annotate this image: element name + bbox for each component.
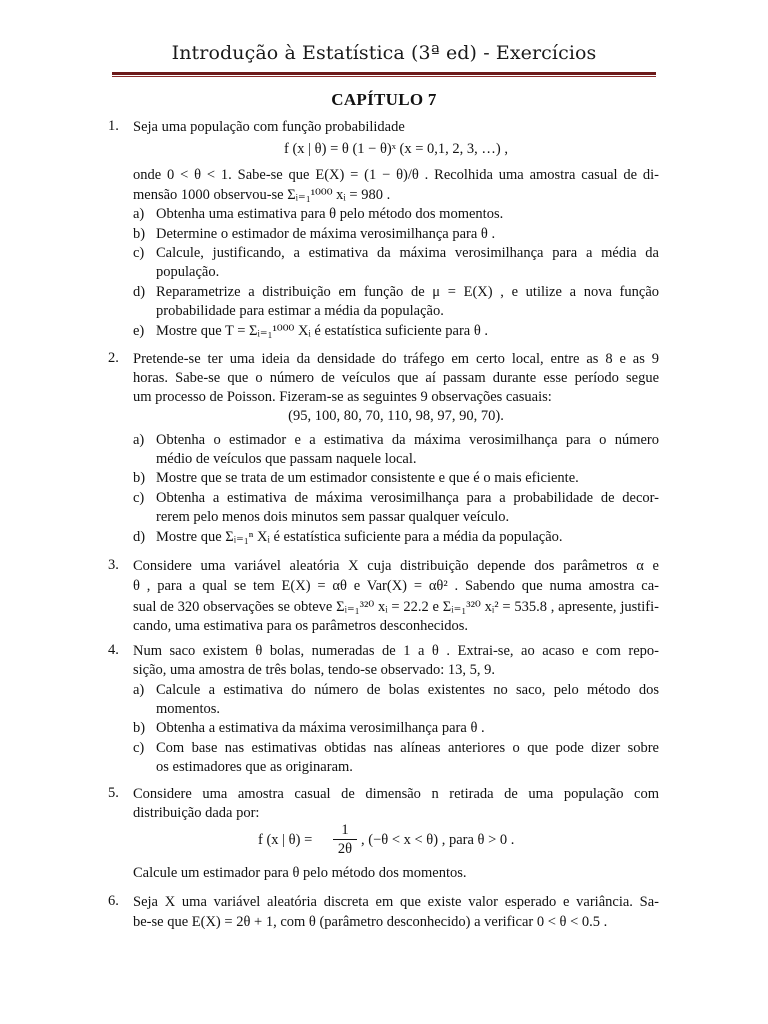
exercise-2-item-c-line-1: Obtenha a estimativa de máxima verosimilhança para a probabilidade de decor- [156,490,659,506]
exercise-number: 3. [108,557,119,573]
exercise-5-line-2: distribuição dada por: [133,805,260,821]
header-rule-thin [112,76,656,77]
exercise-1-item-d-line-1: Reparametrize a distribuição em função de μ = E(X) , e utilize a nova função [156,284,659,300]
exercise-5-formula-fraction [333,821,357,858]
exercise-6-line-1: Seja X uma variável aleatória discreta em que existe valor esperado e variância. Sa- [133,894,659,910]
header-rule-thick [112,72,656,75]
exercise-1-line-1: Seja uma população com função probabilidade [133,119,405,135]
exercise-4-item-b: Obtenha a estimativa da máxima verosimilhança para θ . [156,720,485,736]
item-letter: a) [133,432,145,448]
exercise-2-item-c-line-2: rerem pelo menos dois minutos sem passar qualquer veículo. [156,509,510,525]
exercise-number: 2. [108,350,119,366]
exercise-4-item-c-line-2: os estimadores que as originaram. [156,759,353,775]
chapter-title: CAPÍTULO 7 [331,90,437,109]
exercise-2-line-3: um processo de Poisson. Fizeram-se as seguintes 9 observações casuais: [133,389,552,405]
exercise-5-question: Calcule um estimador para θ pelo método dos momentos. [133,865,467,881]
item-letter: a) [133,682,145,698]
exercise-4-item-a-line-1: Calcule a estimativa do número de bolas existentes no saco, pelo método dos [156,682,659,698]
exercise-5-formula-lhs: f (x | θ) = [258,832,313,848]
exercise-4-item-c-line-1: Com base nas estimativas obtidas nas alíneas anteriores o que pode dizer sobre [156,740,659,756]
exercise-number: 1. [108,118,119,134]
exercise-3-line-2: θ , para a qual se tem E(X) = αθ e Var(X) = αθ² . Sabendo que numa amostra ca- [133,578,659,594]
exercise-1-formula: f (x | θ) = θ (1 − θ)ˣ (x = 0,1, 2, 3, …) , [283,141,508,157]
exercise-2-observations: (95, 100, 80, 70, 110, 98, 97, 90, 70). [288,408,504,424]
exercise-2-line-2: horas. Sabe-se que o número de veículos que aí passam durante esse período segue [133,370,659,386]
exercise-3-line-1: Considere uma variável aleatória X cuja distribuição depende dos parâmetros α e [133,558,659,574]
exercise-2-item-b: Mostre que se trata de um estimador consistente e que é o mais eficiente. [156,470,579,486]
exercise-5-formula-rhs: , (−θ < x < θ) , para θ > 0 . [361,832,515,848]
exercise-6-line-2: be-se que E(X) = 2θ + 1, com θ (parâmetro desconhecido) a verificar 0 < θ < 0.5 . [133,914,608,930]
exercise-2-item-a-line-1: Obtenha o estimador e a estimativa da máxima verosimilhança para o número [156,432,659,448]
exercise-number: 4. [108,642,119,658]
exercise-4-line-2: sição, uma amostra de três bolas, tendo-se observado: 13, 5, 9. [133,662,496,678]
exercise-1-item-c-line-1: Calcule, justificando, a estimativa da máxima verosimilhança para a média da [156,245,659,261]
exercise-1-item-a: Obtenha uma estimativa para θ pelo método dos momentos. [156,206,504,222]
exercise-2-item-d: Mostre que Σᵢ₌₁ⁿ Xᵢ é estatística suficiente para a média da população. [156,529,563,545]
exercise-2-item-a-line-2: médio de veículos que passam naquele local. [156,451,417,467]
fraction-numerator: 1 [333,821,357,840]
running-header: Introdução à Estatística (3ª ed) - Exercícios [171,42,597,64]
item-letter: b) [133,226,146,242]
exercise-3-line-3: sual de 320 observações se obteve Σᵢ₌₁³²⁰ xᵢ = 22.2 e Σᵢ₌₁³²⁰ xᵢ² = 535.8 , apresente, justifi- [133,599,659,615]
exercise-number: 6. [108,893,119,909]
item-letter: c) [133,245,145,261]
item-letter: c) [133,740,145,756]
item-letter: d) [133,284,146,300]
item-letter: a) [133,206,145,222]
item-letter: c) [133,490,145,506]
exercise-1-line-4: mensão 1000 observou-se Σᵢ₌₁¹⁰⁰⁰ xᵢ = 980 . [133,187,391,203]
exercise-5-line-1: Considere uma amostra casual de dimensão n retirada de uma população com [133,786,659,802]
item-letter: d) [133,529,146,545]
exercise-1-item-b: Determine o estimador de máxima verosimilhança para θ . [156,226,496,242]
exercise-3-line-4: cando, uma estimativa para os parâmetros desconhecidos. [133,618,468,634]
exercise-1-line-3: onde 0 < θ < 1. Sabe-se que E(X) = (1 − θ)/θ . Recolhida uma amostra casual de di- [133,167,659,183]
exercise-1-item-e: Mostre que T = Σᵢ₌₁¹⁰⁰⁰ Xᵢ é estatística suficiente para θ . [156,323,489,339]
fraction-denominator: 2θ [337,841,353,857]
exercise-2-line-1: Pretende-se ter uma ideia da densidade do tráfego em certo local, entre as 8 e as 9 [133,351,659,367]
exercise-number: 5. [108,785,119,801]
exercise-4-item-a-line-2: momentos. [156,701,221,717]
exercise-1-item-d-line-2: probabilidade para estimar a média da população. [156,303,444,319]
exercise-1-item-c-line-2: população. [156,264,220,280]
item-letter: b) [133,470,146,486]
item-letter: e) [133,323,145,339]
item-letter: b) [133,720,146,736]
exercise-4-line-1: Num saco existem θ bolas, numeradas de 1 a θ . Extrai-se, ao acaso e com repo- [133,643,659,659]
